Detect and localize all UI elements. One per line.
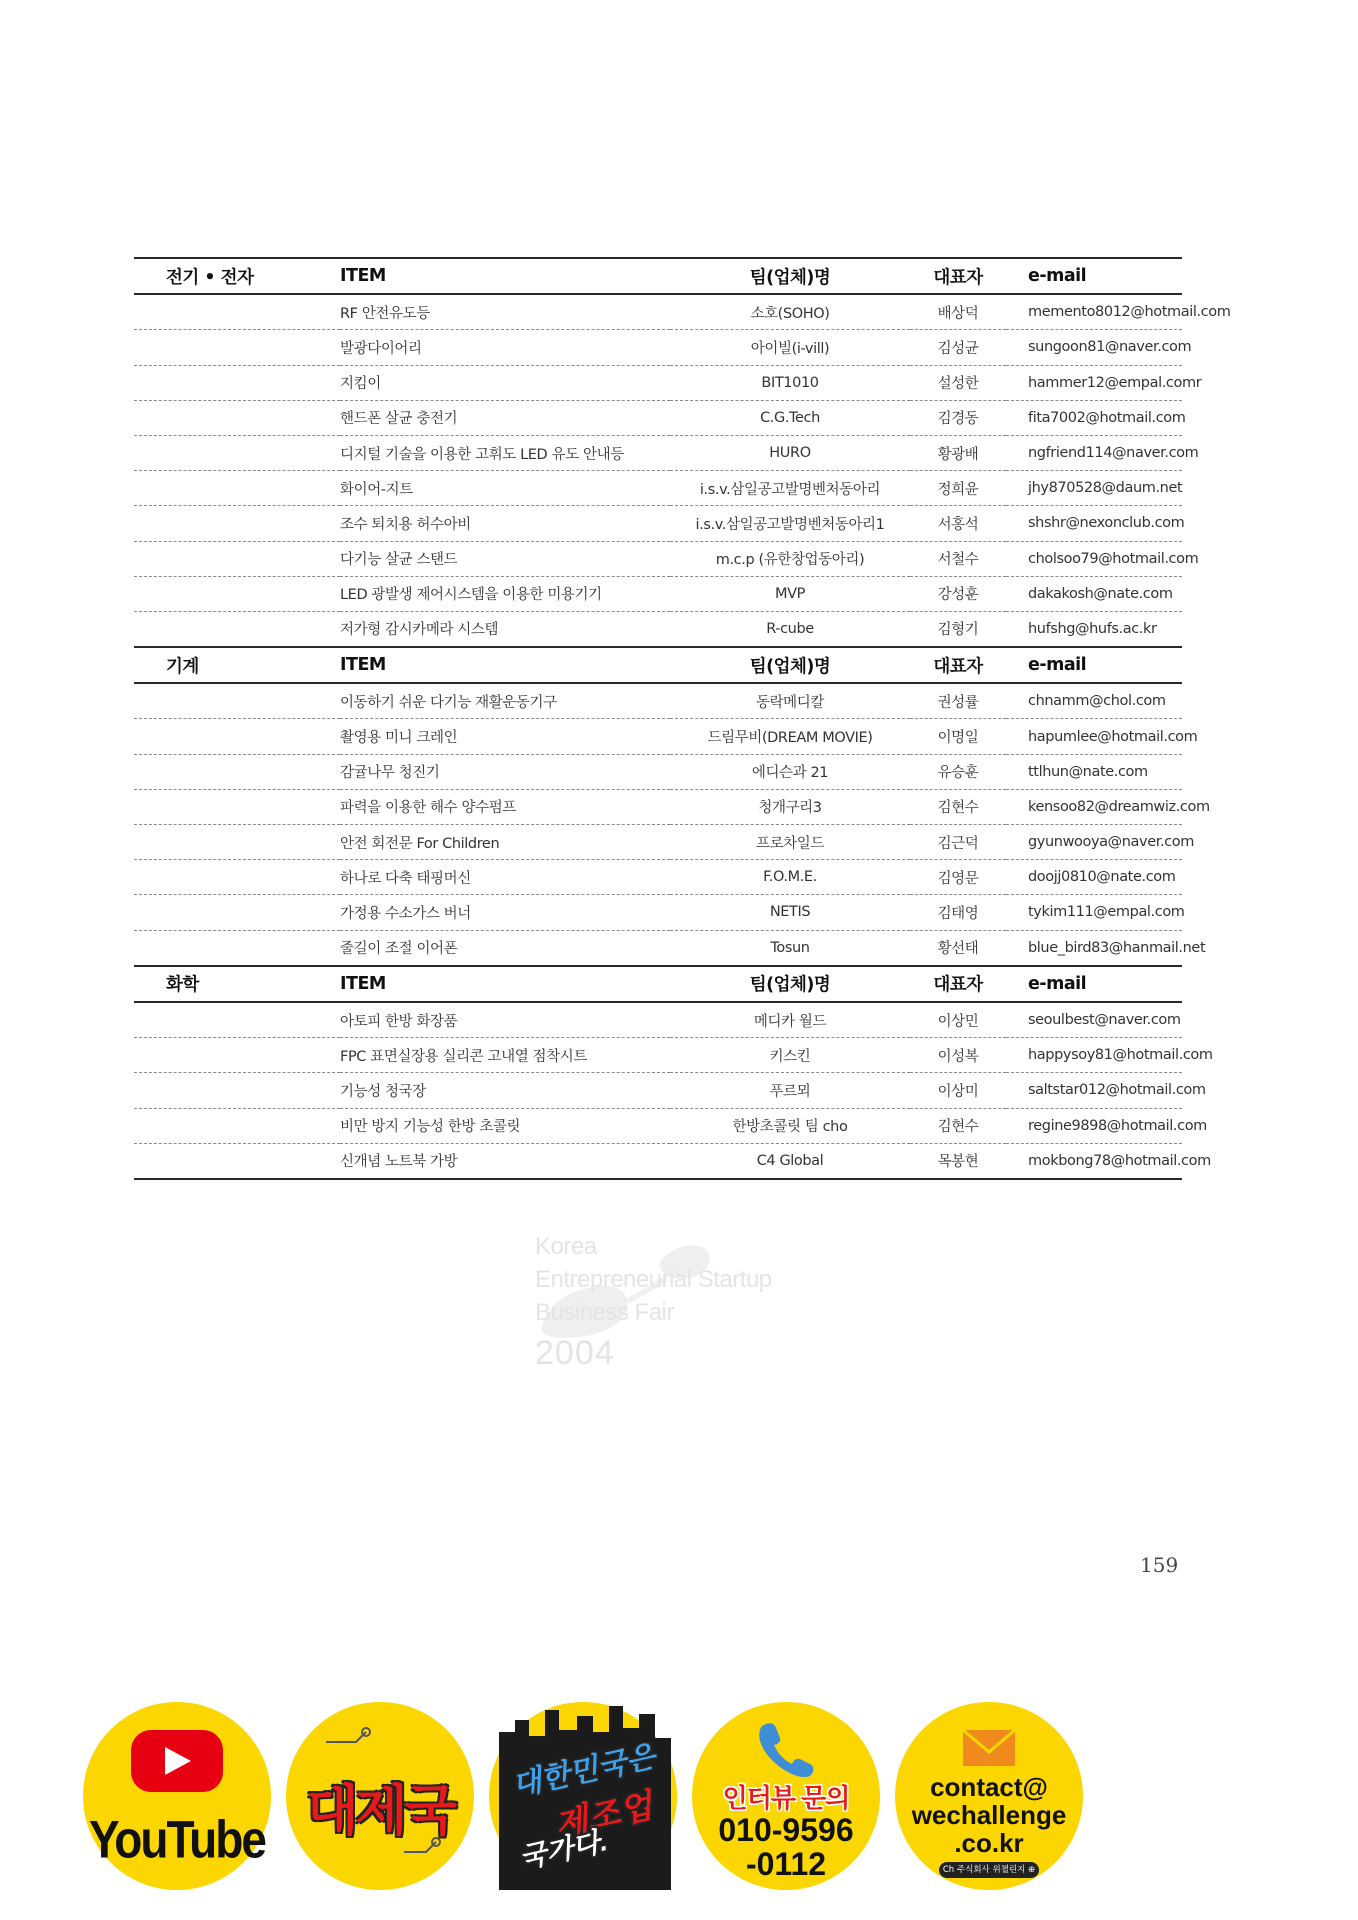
header-item: ITEM xyxy=(340,966,670,1002)
team-cell: 드림무비(DREAM MOVIE) xyxy=(670,719,910,754)
team-cell: m.c.p (유한창업동아리) xyxy=(670,541,910,576)
team-cell: i.s.v.삼일공고발명벤처동아리1 xyxy=(670,506,910,541)
brand-badge[interactable] xyxy=(286,1702,474,1890)
representative-cell: 김성균 xyxy=(910,330,1006,365)
watermark-year: 2004 xyxy=(535,1334,615,1372)
item-cell: LED 광발생 제어시스템을 이용한 미용기기 xyxy=(340,576,670,611)
table-row xyxy=(134,825,1182,860)
table-row xyxy=(134,1108,1182,1143)
section-category: 기계 xyxy=(134,647,340,683)
email-cell[interactable]: kensoo82@dreamwiz.com xyxy=(1006,789,1182,824)
email-contact-badge[interactable] xyxy=(895,1702,1083,1890)
item-cell: 저가형 감시카메라 시스템 xyxy=(340,611,670,647)
team-cell: 키스킨 xyxy=(670,1038,910,1073)
category-spacer xyxy=(134,1002,340,1038)
email-cell[interactable]: hapumlee@hotmail.com xyxy=(1006,719,1182,754)
phone-icon xyxy=(754,1720,818,1778)
section-header-row xyxy=(134,258,1182,294)
team-cell: i.s.v.삼일공고발명벤처동아리 xyxy=(670,471,910,506)
category-spacer xyxy=(134,825,340,860)
team-cell: F.O.M.E. xyxy=(670,860,910,895)
phone-number-part-2: -0112 xyxy=(745,1846,827,1882)
email-line-3: .co.kr xyxy=(954,1828,1024,1858)
representative-cell: 황선태 xyxy=(910,930,1006,966)
section-category: 화학 xyxy=(134,966,340,1002)
youtube-label: YouTube xyxy=(89,1809,265,1869)
team-cell: 한방초콜릿 팀 cho xyxy=(670,1108,910,1143)
representative-cell: 김경동 xyxy=(910,400,1006,435)
team-cell: 에디슨과 21 xyxy=(670,754,910,789)
category-spacer xyxy=(134,400,340,435)
team-cell: C.G.Tech xyxy=(670,400,910,435)
category-spacer xyxy=(134,365,340,400)
representative-cell: 김현수 xyxy=(910,789,1006,824)
table-row xyxy=(134,930,1182,966)
header-team: 팀(업체)명 xyxy=(670,647,910,683)
section-header-row xyxy=(134,966,1182,1002)
category-spacer xyxy=(134,330,340,365)
table-row xyxy=(134,294,1182,330)
team-cell: 소호(SOHO) xyxy=(670,294,910,330)
table-row xyxy=(134,400,1182,435)
team-cell: 프로차일드 xyxy=(670,825,910,860)
category-spacer xyxy=(134,435,340,470)
team-cell: 아이빌(i-vill) xyxy=(670,330,910,365)
slogan-line-3: 국가다. xyxy=(516,1825,611,1874)
table-row xyxy=(134,1038,1182,1073)
email-cell[interactable]: fita7002@hotmail.com xyxy=(1006,400,1182,435)
item-cell: 가정용 수소가스 버너 xyxy=(340,895,670,930)
item-cell: 조수 퇴치용 허수아비 xyxy=(340,506,670,541)
item-cell: 발광다이어리 xyxy=(340,330,670,365)
category-spacer xyxy=(134,576,340,611)
team-cell: MVP xyxy=(670,576,910,611)
email-cell[interactable]: hammer12@empal.comr xyxy=(1006,365,1182,400)
table-row xyxy=(134,719,1182,754)
table-row xyxy=(134,1143,1182,1179)
header-representative: 대표자 xyxy=(910,258,1006,294)
representative-cell: 정희윤 xyxy=(910,471,1006,506)
representative-cell: 강성훈 xyxy=(910,576,1006,611)
item-cell: 줄길이 조절 이어폰 xyxy=(340,930,670,966)
item-cell: 기능성 청국장 xyxy=(340,1073,670,1108)
watermark-line: Korea xyxy=(535,1233,597,1260)
representative-cell: 이성복 xyxy=(910,1038,1006,1073)
table-row xyxy=(134,860,1182,895)
team-cell: 푸르뫼 xyxy=(670,1073,910,1108)
item-cell: 촬영용 미니 크레인 xyxy=(340,719,670,754)
header-team: 팀(업체)명 xyxy=(670,966,910,1002)
representative-cell: 김근덕 xyxy=(910,825,1006,860)
email-cell[interactable]: saltstar012@hotmail.com xyxy=(1006,1073,1182,1108)
table-row xyxy=(134,611,1182,647)
mail-icon xyxy=(961,1728,1017,1768)
representative-cell: 이상민 xyxy=(910,1002,1006,1038)
item-cell: 안전 회전문 For Children xyxy=(340,825,670,860)
team-cell: HURO xyxy=(670,435,910,470)
category-spacer xyxy=(134,754,340,789)
item-cell: 신개념 노트북 가방 xyxy=(340,1143,670,1179)
item-cell: 다기능 살균 스탠드 xyxy=(340,541,670,576)
section-category: 전기 • 전자 xyxy=(134,258,340,294)
page-number: 159 xyxy=(1140,1553,1179,1577)
item-cell: 비만 방지 기능성 한방 초콜릿 xyxy=(340,1108,670,1143)
interview-contact-badge[interactable] xyxy=(692,1702,880,1890)
team-cell: NETIS xyxy=(670,895,910,930)
representative-cell: 이상미 xyxy=(910,1073,1006,1108)
startup-directory-table xyxy=(134,257,1231,1180)
table-row xyxy=(134,330,1182,365)
category-spacer xyxy=(134,506,340,541)
table-row xyxy=(134,435,1182,470)
category-spacer xyxy=(134,930,340,966)
watermark-line: Entrepreneurial Startup xyxy=(535,1266,772,1293)
email-cell[interactable]: ttlhun@nate.com xyxy=(1006,754,1182,789)
table-row xyxy=(134,895,1182,930)
team-cell: R-cube xyxy=(670,611,910,647)
representative-cell: 설성한 xyxy=(910,365,1006,400)
section-header-row xyxy=(134,647,1182,683)
representative-cell: 이명일 xyxy=(910,719,1006,754)
header-team: 팀(업체)명 xyxy=(670,258,910,294)
table-row xyxy=(134,576,1182,611)
table-row xyxy=(134,789,1182,824)
email-cell[interactable]: jhy870528@daum.net xyxy=(1006,471,1182,506)
category-spacer xyxy=(134,1038,340,1073)
email-cell[interactable]: seoulbest@naver.com xyxy=(1006,1002,1182,1038)
category-spacer xyxy=(134,1143,340,1179)
interview-label: 인터뷰 문의 xyxy=(722,1783,850,1813)
category-spacer xyxy=(134,1073,340,1108)
header-item: ITEM xyxy=(340,647,670,683)
header-email: e-mail xyxy=(1006,966,1182,1002)
table-row xyxy=(134,506,1182,541)
table-row xyxy=(134,1073,1182,1108)
category-spacer xyxy=(134,789,340,824)
header-representative: 대표자 xyxy=(910,966,1006,1002)
email-cell[interactable]: dakakosh@nate.com xyxy=(1006,576,1182,611)
watermark-line: Business Fair xyxy=(535,1299,674,1326)
item-cell: 하나로 다축 태핑머신 xyxy=(340,860,670,895)
item-cell: 화이어-지트 xyxy=(340,471,670,506)
email-cell[interactable]: sungoon81@naver.com xyxy=(1006,330,1182,365)
item-cell: 디지털 기술을 이용한 고휘도 LED 유도 안내등 xyxy=(340,435,670,470)
email-cell[interactable]: shshr@nexonclub.com xyxy=(1006,506,1182,541)
team-cell: 청개구리3 xyxy=(670,789,910,824)
table-row xyxy=(134,471,1182,506)
representative-cell: 황광배 xyxy=(910,435,1006,470)
email-cell[interactable]: ngfriend114@naver.com xyxy=(1006,435,1182,470)
email-line-2: wechallenge xyxy=(911,1800,1067,1830)
item-cell: 감귤나무 청진기 xyxy=(340,754,670,789)
item-cell: 파력을 이용한 해수 양수펌프 xyxy=(340,789,670,824)
header-item: ITEM xyxy=(340,258,670,294)
fair-watermark xyxy=(535,1230,772,1377)
play-icon xyxy=(131,1730,223,1792)
representative-cell: 유승훈 xyxy=(910,754,1006,789)
brand-label: 대제국 xyxy=(306,1781,454,1841)
item-cell: 이동하기 쉬운 다기능 재활운동기구 xyxy=(340,683,670,719)
email-line-1: contact@ xyxy=(930,1772,1048,1802)
category-spacer xyxy=(134,719,340,754)
representative-cell: 목봉현 xyxy=(910,1143,1006,1179)
email-cell[interactable]: chnamm@chol.com xyxy=(1006,683,1182,719)
representative-cell: 김형기 xyxy=(910,611,1006,647)
representative-cell: 김현수 xyxy=(910,1108,1006,1143)
header-email: e-mail xyxy=(1006,647,1182,683)
email-cell[interactable]: hufshg@hufs.ac.kr xyxy=(1006,611,1182,647)
table-row xyxy=(134,1002,1182,1038)
representative-cell: 배상덕 xyxy=(910,294,1006,330)
email-cell[interactable]: tykim111@empal.com xyxy=(1006,895,1182,930)
category-spacer xyxy=(134,1108,340,1143)
representative-cell: 서철수 xyxy=(910,541,1006,576)
category-spacer xyxy=(134,611,340,647)
slogan-badge[interactable] xyxy=(489,1702,677,1890)
item-cell: FPC 표면실장용 실리콘 고내열 점착시트 xyxy=(340,1038,670,1073)
email-cell[interactable]: gyunwooya@naver.com xyxy=(1006,825,1182,860)
table-row xyxy=(134,541,1182,576)
email-cell[interactable]: blue_bird83@hanmail.net xyxy=(1006,930,1182,966)
item-cell: 아토피 한방 화장품 xyxy=(340,1002,670,1038)
team-cell: C4 Global xyxy=(670,1143,910,1179)
representative-cell: 김태영 xyxy=(910,895,1006,930)
category-spacer xyxy=(134,294,340,330)
phone-number-part-1: 010-9596 xyxy=(718,1812,854,1848)
email-cell[interactable]: cholsoo79@hotmail.com xyxy=(1006,541,1182,576)
table-row xyxy=(134,683,1182,719)
team-cell: 메디카 월드 xyxy=(670,1002,910,1038)
email-cell[interactable]: doojj0810@nate.com xyxy=(1006,860,1182,895)
email-cell[interactable]: mokbong78@hotmail.com xyxy=(1006,1143,1182,1179)
email-cell[interactable]: happysoy81@hotmail.com xyxy=(1006,1038,1182,1073)
header-email: e-mail xyxy=(1006,258,1182,294)
table-row xyxy=(134,365,1182,400)
team-cell: BIT1010 xyxy=(670,365,910,400)
table-row xyxy=(134,754,1182,789)
representative-cell: 김영문 xyxy=(910,860,1006,895)
representative-cell: 서홍석 xyxy=(910,506,1006,541)
header-representative: 대표자 xyxy=(910,647,1006,683)
category-spacer xyxy=(134,895,340,930)
team-cell: Tosun xyxy=(670,930,910,966)
category-spacer xyxy=(134,683,340,719)
slogan-line-2: 제조업 xyxy=(551,1787,656,1845)
email-cell[interactable]: memento8012@hotmail.com xyxy=(1006,294,1182,330)
category-spacer xyxy=(134,860,340,895)
slogan-line-1: 대한민국은 xyxy=(509,1740,659,1803)
item-cell: 핸드폰 살균 충전기 xyxy=(340,400,670,435)
representative-cell: 권성률 xyxy=(910,683,1006,719)
item-cell: RF 안전유도등 xyxy=(340,294,670,330)
email-cell[interactable]: regine9898@hotmail.com xyxy=(1006,1108,1182,1143)
category-spacer xyxy=(134,471,340,506)
item-cell: 지킴이 xyxy=(340,365,670,400)
team-cell: 동락메디칼 xyxy=(670,683,910,719)
youtube-badge[interactable] xyxy=(83,1702,271,1890)
category-spacer xyxy=(134,541,340,576)
company-tag: Ch 주식회사 위챌린지 ⊕ xyxy=(939,1862,1039,1878)
